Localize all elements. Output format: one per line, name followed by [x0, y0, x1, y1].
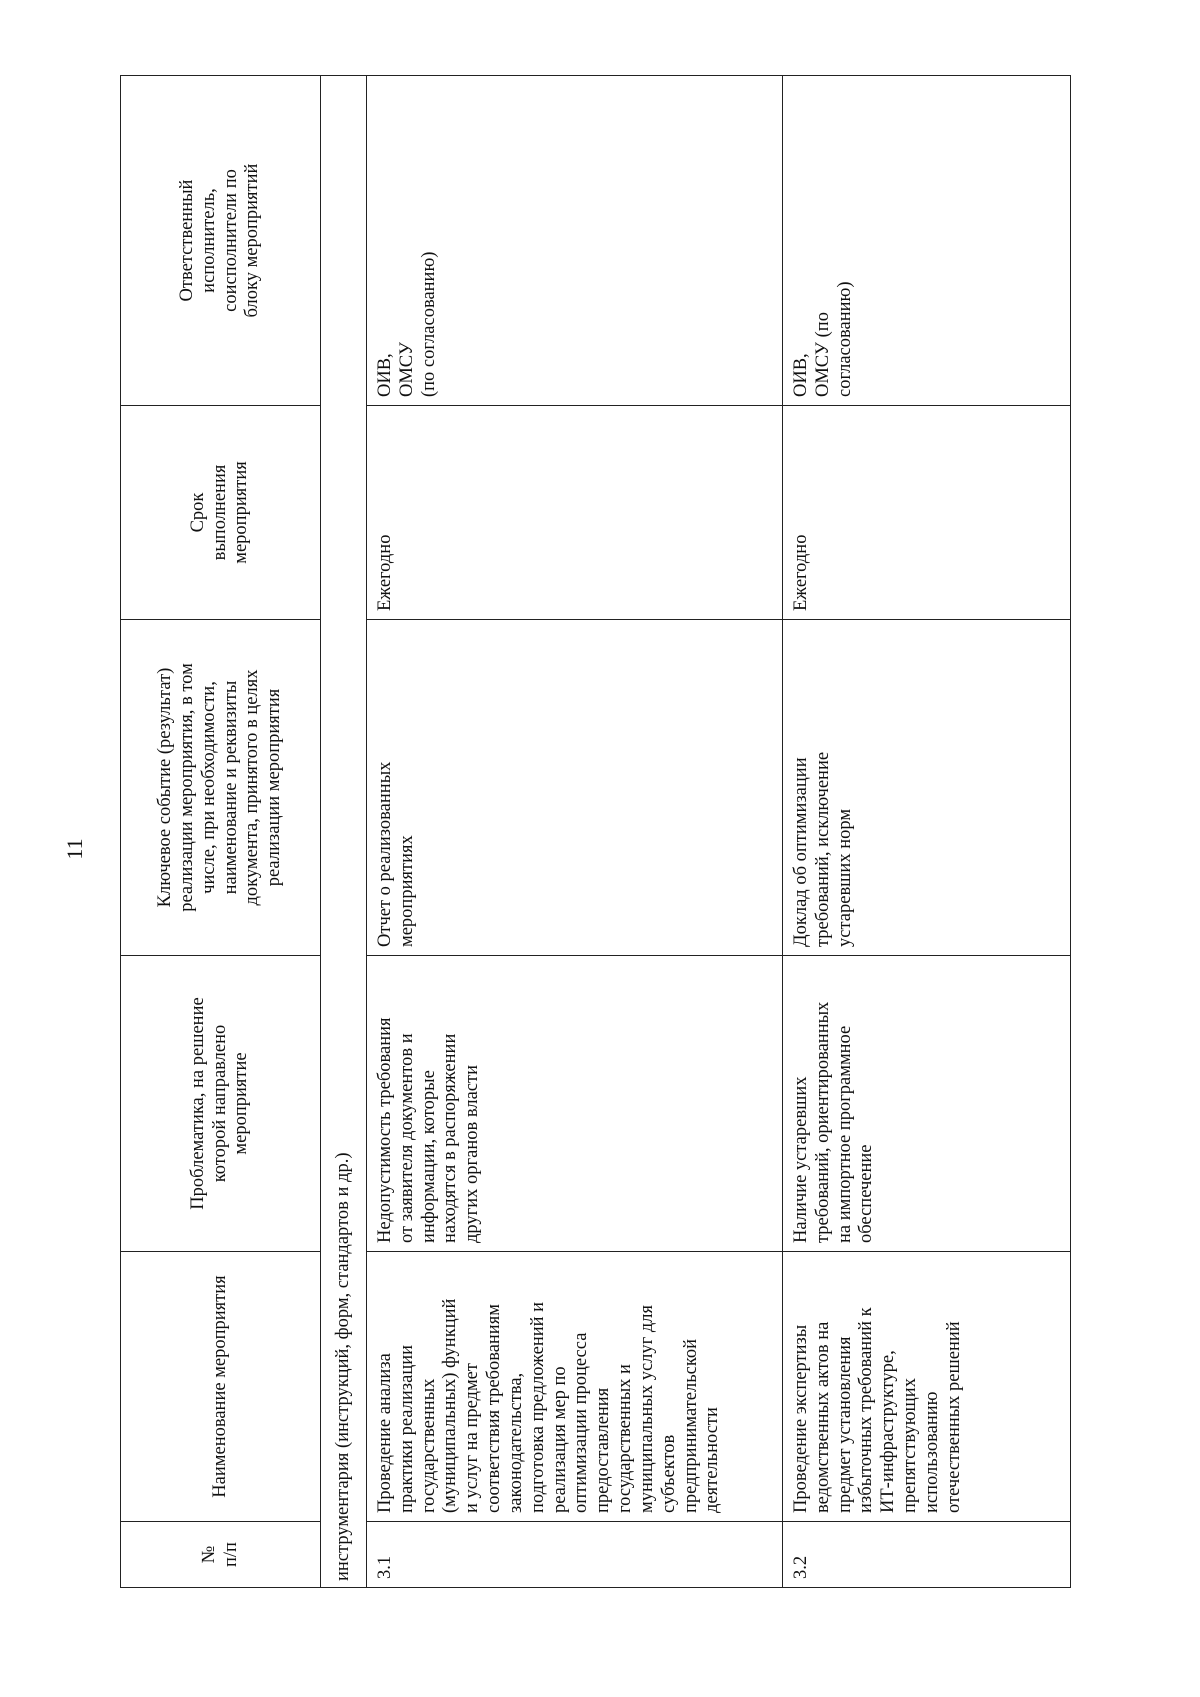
activities-table: [120, 75, 1071, 1588]
section-title: инструментария (инструкций, форм, стандартов и др.): [321, 76, 367, 1588]
table-header-row: [121, 76, 321, 1588]
table-row: [783, 76, 1071, 1588]
row-activity-name: Проведение экспертизы ведомственных актов на предмет установления избыточных требований к ИТ-инфраструктуре, препятствующих использованию отечественных решений: [783, 1252, 1071, 1522]
row-deadline: Ежегодно: [783, 406, 1071, 620]
row-key-event: Доклад об оптимизации требований, исключение устаревших норм: [783, 620, 1071, 956]
row-responsible: ОИВ, ОМСУ (по согласованию): [367, 76, 783, 406]
row-responsible: ОИВ, ОМСУ (по согласованию): [783, 76, 1071, 406]
page-number: 11: [62, 838, 87, 860]
header-key-event: Ключевое событие (результат) реализации мероприятия, в том числе, при необходимости, наименование и реквизиты документа, принятого в целях реализации мероприятия: [121, 620, 321, 956]
row-number: 3.2: [783, 1522, 1071, 1588]
rotated-table-container: [120, 76, 1070, 1588]
row-number: 3.1: [367, 1522, 783, 1588]
header-activity-name: Наименование мероприятия: [121, 1252, 321, 1522]
row-problem: Наличие устаревших требований, ориентированных на импортное программное обеспечение: [783, 956, 1071, 1252]
section-row: [321, 76, 367, 1588]
row-deadline: Ежегодно: [367, 406, 783, 620]
row-problem: Недопустимость требования от заявителя документов и информации, которые находятся в распоряжении других органов власти: [367, 956, 783, 1252]
header-problem: Проблематика, на решение которой направлено мероприятие: [121, 956, 321, 1252]
header-number: № п/п: [121, 1522, 321, 1588]
header-responsible: Ответственный исполнитель, соисполнители по блоку мероприятий: [121, 76, 321, 406]
row-key-event: Отчет о реализованных мероприятиях: [367, 620, 783, 956]
header-deadline: Срок выполнения мероприятия: [121, 406, 321, 620]
table-row: [367, 76, 783, 1588]
row-activity-name: Проведение анализа практики реализации государственных (муниципальных) функций и услуг на предмет соответствия требованиям законодательства, подготовка предложений и реализация мер по оптимизации процесса предоставления государственных и муниципальных услуг для субъектов предпринимательской деятельности: [367, 1252, 783, 1522]
